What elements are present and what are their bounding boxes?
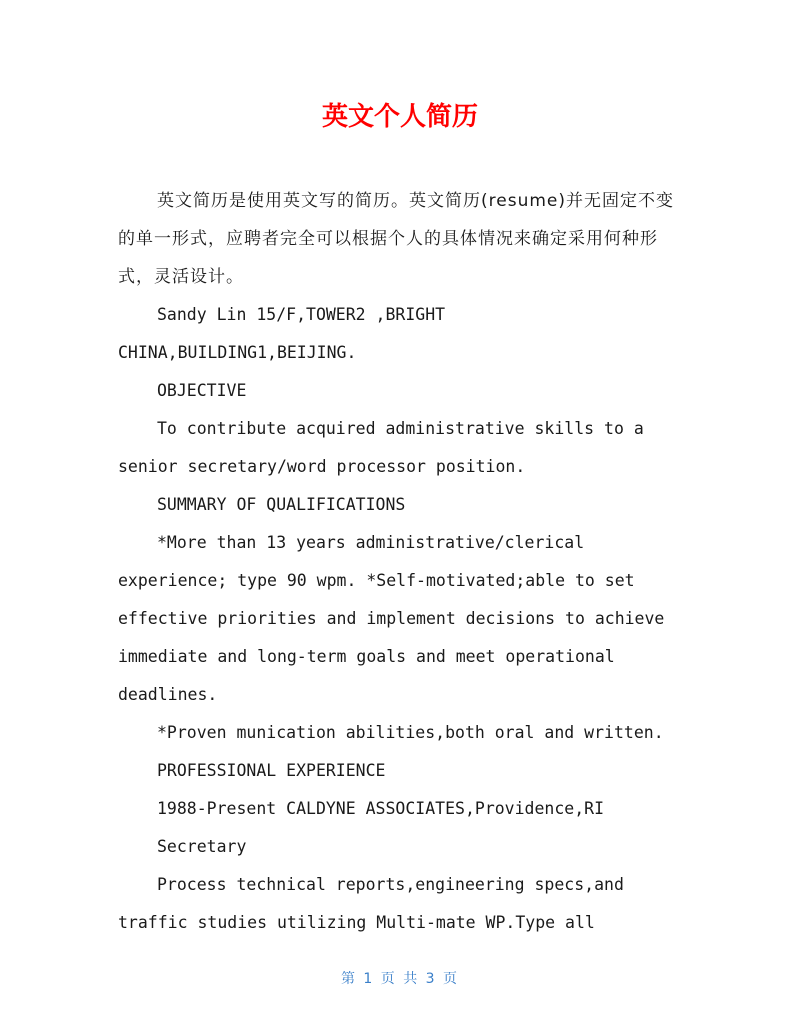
section-heading-experience: PROFESSIONAL EXPERIENCE xyxy=(157,761,386,780)
section-heading-summary: SUMMARY OF QUALIFICATIONS xyxy=(157,495,406,514)
page-indicator: 第 1 页 共 3 页 xyxy=(340,971,460,987)
experience-role: Secretary xyxy=(157,837,247,856)
page-title: 英文个人简历 xyxy=(321,102,478,132)
objective-text: To contribute acquired administrative skills to a senior secretary/word processor position. xyxy=(118,419,644,476)
address-line-2: CHINA,BUILDING1,BEIJING. xyxy=(118,343,357,362)
intro-paragraph: 英文简历是使用英文写的简历。英文简历(resume)并无固定不变的单一形式，应聘者完全可以根据个人的具体情况来确定采用何种形式，灵活设计。 xyxy=(118,191,674,287)
section-heading-objective: OBJECTIVE xyxy=(157,381,247,400)
summary-text: *More than 13 years administrative/clerical experience; type 90 wpm. *Self-motivated;able to set effective priorities and implement decisions to achieve immediate and long-term goals and meet operational deadlines. xyxy=(118,533,665,704)
document-body xyxy=(118,182,678,942)
experience-employer: 1988-Present CALDYNE ASSOCIATES,Providence,RI xyxy=(157,799,605,818)
experience-duties: Process technical reports,engineering specs,and traffic studies utilizing Multi-mate WP.Type all xyxy=(118,875,624,932)
address-line-1: Sandy Lin 15/F,TOWER2 ,BRIGHT xyxy=(157,305,446,324)
summary-communication: *Proven munication abilities,both oral and written. xyxy=(157,723,664,742)
